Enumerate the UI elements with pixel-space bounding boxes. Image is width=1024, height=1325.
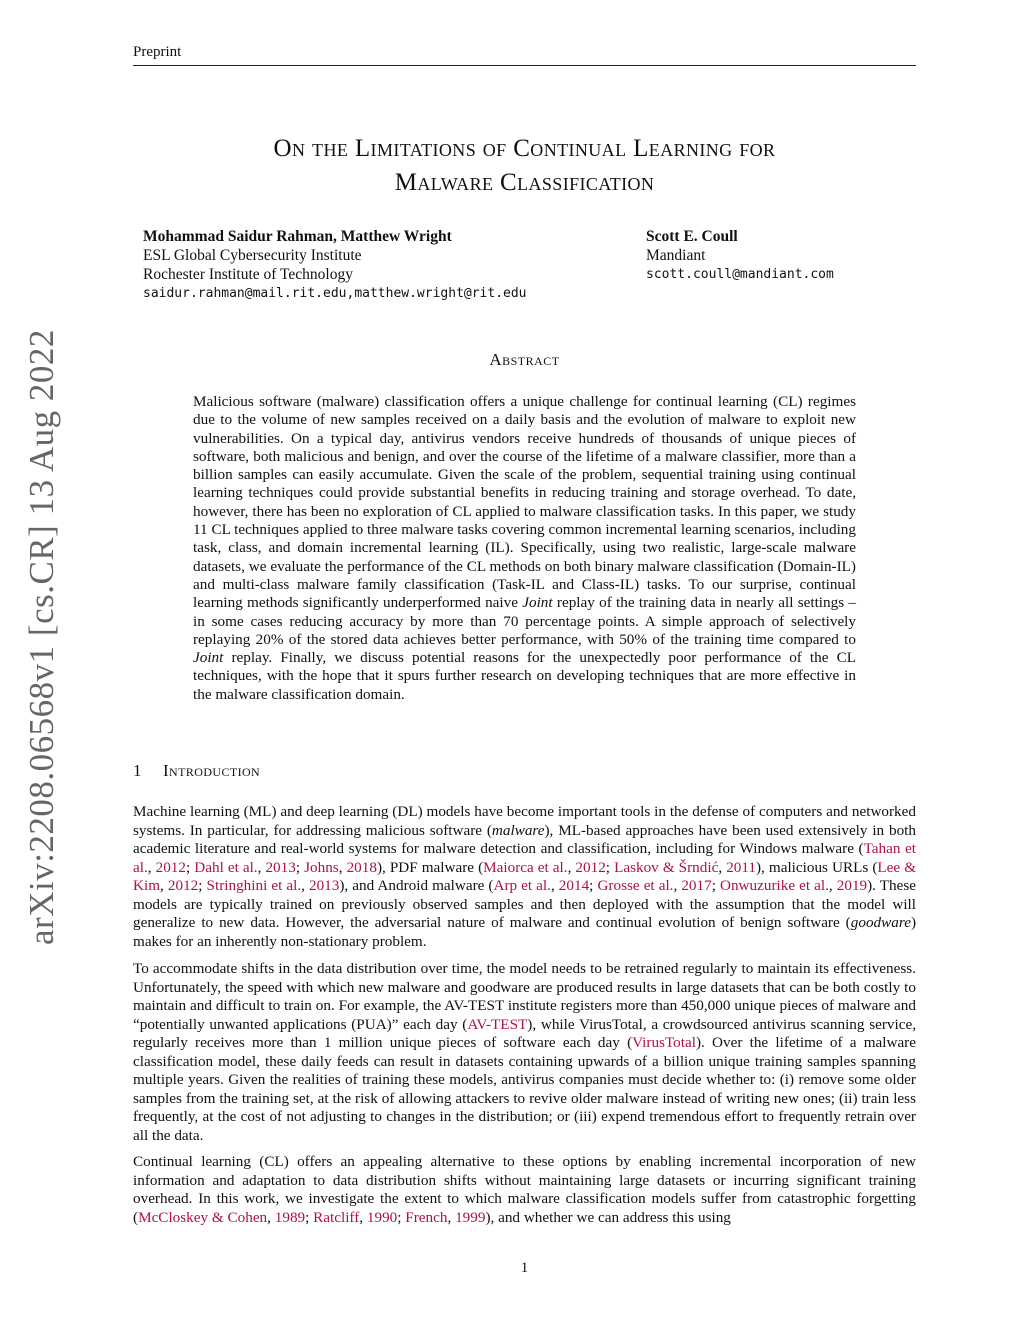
- citation-link[interactable]: Arp et al.: [493, 877, 551, 894]
- citation-year-link[interactable]: 2014: [558, 877, 590, 894]
- citation-link[interactable]: French: [405, 1208, 448, 1226]
- author-affiliation: Mandiant: [646, 247, 706, 264]
- title-line-2: Malware Classification: [394, 169, 655, 196]
- citation-year-link[interactable]: 2012: [155, 858, 186, 876]
- text-segment: ). Over the lifetime of a malware classification model, these daily feeds can result in datasets containing upwards of a billion unique training samples spanning multiple years. Given the realities of training these models, antivirus companies must decide whether to: (i) remove some older samples from the training set, at the risk of allowing attackers to revive older malware instead of writing new ones; (ii) train less frequently, at the cost of not adjusting to changes in the distribution; or (iii) expend tremendous effort to frequently retrain over all the data.: [133, 1034, 916, 1144]
- citation-link[interactable]: Tahan et al.: [133, 840, 916, 876]
- intro-paragraph-2: [133, 960, 916, 1145]
- section-number: 1: [133, 761, 142, 780]
- author-email[interactable]: scott.coull@mandiant.com: [646, 267, 834, 282]
- citation-link[interactable]: Johns: [304, 858, 339, 876]
- citation-year-link[interactable]: 1999: [455, 1208, 486, 1226]
- section-title: Introduction: [163, 761, 261, 780]
- citation-link[interactable]: AV-TEST: [467, 1015, 528, 1033]
- citation-link[interactable]: Dahl et al.: [194, 858, 258, 876]
- citation-year-link[interactable]: 2011: [726, 858, 756, 876]
- page-number: 1: [520, 1260, 529, 1276]
- abstract-heading: Abstract: [489, 350, 560, 369]
- text-segment: ). These models are typically trained on previously observed samples and then deployed with the assumption that the model will generalize to new data. However, the adversarial nature of malware and continual evolution of benign software (: [133, 877, 917, 931]
- text-segment: ) makes for an inherently non-stationary problem.: [133, 914, 916, 950]
- author-names: Mohammad Saidur Rahman, Matthew Wright: [143, 228, 452, 245]
- text-segment: ), while VirusTotal, a crowdsourced antivirus scanning service, regularly receives more than 1 million unique pieces of software each day (: [133, 1015, 917, 1051]
- citation-link[interactable]: Maiorca et al.: [483, 858, 568, 876]
- running-head: Preprint: [133, 44, 182, 60]
- citation-link[interactable]: Stringhini et al.: [206, 877, 302, 894]
- intro-paragraph-1: Machine learning (ML) and deep learning (DL) models have become important tools in the defense of computers and networked systems. In particular, for addressing malicious software (malware), ML-based approaches have been used extensively in both academic literature and real-world systems for malware detection and classification, including for Windows malware (Tahan et al., 2012; Dahl et al., 2013; Johns, 2018), PDF malware (Maiorca et al., 2012; Laskov & Šrndić, 2011), malicious URLs (Lee & Kim, 2012; Stringhini et al., 2013), and Android malware (Arp et al., 2014; Grosse et al., 2017; Onwuzurike et al., 2019). These models are typically trained on previously observed samples and then deployed with the assumption that the model will generalize to new data. However, the adversarial nature of malware and continual evolution of benign software (goodware) makes for an inherently non-stationary problem.: [133, 803, 917, 950]
- text-segment: ), and whether we can address this using: [485, 1208, 731, 1226]
- author-block-right: [646, 227, 834, 284]
- abstract-segment: replay of the training data in nearly all settings – in some cases reducing accuracy by more than 70 percentage points. A simple approach of selectively replaying 20% of the stored data achieves better performance, with 50% of the training time compared to: [193, 594, 856, 648]
- header-rule: [133, 65, 916, 66]
- citation-year-link[interactable]: 1990: [366, 1208, 398, 1226]
- citation-year-link[interactable]: 2012: [167, 877, 199, 894]
- title-line-1: On the Limitations of Continual Learning for: [273, 135, 776, 162]
- citation-link[interactable]: Grosse et al.: [597, 877, 674, 894]
- citation-year-link[interactable]: 2012: [575, 858, 606, 876]
- citation-year-link[interactable]: 2018: [346, 858, 377, 876]
- section-heading: [133, 761, 260, 781]
- emphasis: malware: [491, 821, 545, 839]
- author-block-left: [143, 227, 527, 303]
- abstract-emphasis: Joint: [193, 649, 224, 667]
- text-segment: To accommodate shifts in the data distribution over time, the model needs to be retrained regularly to maintain its effectiveness. Unfortunately, the speed with which new malware and goodware are produced results in large datasets that can be both costly to maintain and difficult to train on. For example, the AV-TEST institute registers more than 450,000 unique pieces of malware and “potentially unwanted applications (PUA)” each day (: [133, 960, 916, 1033]
- citation-link[interactable]: Laskov & Šrndić: [614, 858, 719, 876]
- abstract-segment: Malicious software (malware) classification offers a unique challenge for continual learning (CL) regimes due to the volume of new samples received on a daily basis and the evolution of malware to exploit new vulnerabilities. On a typical day, antivirus vendors receive hundreds of thousands of unique pieces of software, both malicious and benign, and over the course of the lifetime of a malware classifier, more than a billion samples can easily accumulate. Given the scale of the problem, sequential training using continual learning techniques could provide substantial benefits in reducing training and storage overhead. To date, however, there has been no exploration of CL applied to malware classification tasks. In this paper, we study 11 CL techniques applied to three malware tasks covering common incremental learning scenarios, including task, class, and domain incremental learning (IL). Specifically, using two realistic, large-scale malware datasets, we evaluate the performance of the CL methods on both binary malware classification (Domain-IL) and multi-class malware family classification (Task-IL and Class-IL) tasks. To our surprise, continual learning methods significantly underperformed naive: [193, 393, 856, 612]
- text-segment: ), and Android malware (: [339, 877, 494, 894]
- author-affiliation: Rochester Institute of Technology: [143, 266, 353, 283]
- citation-year-link[interactable]: 2013: [265, 858, 296, 876]
- text-segment: Continual learning (CL) offers an appealing alternative to these options by enabling incremental incorporation of new information and adaptation to data distribution shifts without maintaining large datasets or incurring significant training overhead. In this work, we investigate the extent to which malware classification models suffer from catastrophic forgetting (: [133, 1153, 916, 1226]
- author-affiliation: ESL Global Cybersecurity Institute: [143, 247, 362, 264]
- author-email[interactable]: saidur.rahman@mail.rit.edu,matthew.wright@rit.edu: [143, 286, 527, 301]
- text-segment: ), PDF malware (: [376, 858, 484, 876]
- citation-link[interactable]: Lee & Kim: [133, 858, 917, 894]
- citation-link[interactable]: Onwuzurike et al.: [719, 877, 829, 894]
- author-names: Scott E. Coull: [646, 228, 738, 245]
- citation-year-link[interactable]: 2013: [308, 877, 340, 894]
- citation-link[interactable]: VirusTotal: [632, 1034, 696, 1051]
- text-segment: ), ML-based approaches have been used extensively in both academic literature and real-world systems for malware detection and classification, including for Windows malware (: [133, 821, 916, 857]
- abstract-text: [193, 393, 856, 704]
- citation-year-link[interactable]: 1989: [274, 1208, 306, 1226]
- text-segment: ), malicious URLs (: [756, 858, 878, 876]
- citation-year-link[interactable]: 2019: [836, 877, 868, 894]
- abstract-emphasis: Joint: [522, 594, 553, 612]
- citation-link[interactable]: McCloskey & Cohen: [138, 1208, 268, 1226]
- text-segment: Machine learning (ML) and deep learning (DL) models have become important tools in the defense of computers and networked systems. In particular, for addressing malicious software (: [133, 803, 916, 839]
- emphasis: goodware: [850, 914, 911, 931]
- abstract-segment: replay. Finally, we discuss potential reasons for the unexpectedly poor performance of the CL techniques, with the hope that it spurs further research on developing techniques that are more effective in the malware classification domain.: [193, 649, 856, 703]
- intro-paragraph-3: Continual learning (CL) offers an appealing alternative to these options by enabling incremental incorporation of new information and adaptation to data distribution shifts without maintaining large datasets or incurring significant training overhead. In this work, we investigate the extent to which malware classification models suffer from catastrophic forgetting (McCloskey & Cohen, 1989; Ratcliff, 1990; French, 1999), and whether we can address this using: [133, 1153, 916, 1226]
- paper-title: [133, 132, 916, 200]
- citation-year-link[interactable]: 2017: [681, 877, 712, 894]
- arxiv-identifier[interactable]: arXiv:2208.06568v1 [cs.CR] 13 Aug 2022: [22, 329, 61, 945]
- citation-link[interactable]: Ratcliff: [313, 1208, 360, 1226]
